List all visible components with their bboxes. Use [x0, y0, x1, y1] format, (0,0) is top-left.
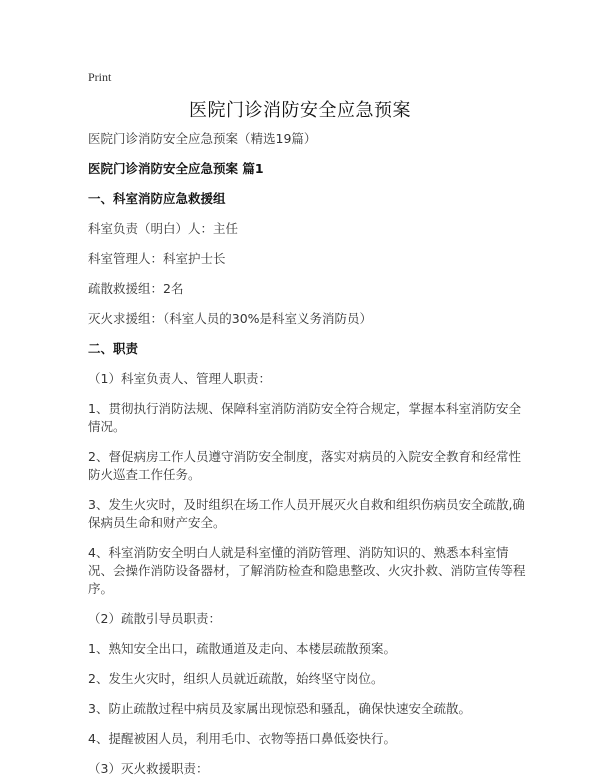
paragraph: 3、发生火灾时，及时组织在场工作人员开展灭火自救和组织伤病员安全疏散,确保病员生命和财产安全。 — [88, 497, 525, 530]
paragraph: （2）疏散引导员职责： — [88, 611, 221, 626]
paragraph: 3、防止疏散过程中病员及家属出现惊恐和骚乱，确保快速安全疏散。 — [88, 701, 471, 716]
paragraph: 4、提醒被困人员，利用毛巾、衣物等捂口鼻低姿快行。 — [88, 731, 396, 746]
paragraph: 1、熟知安全出口，疏散通道及走向、本楼层疏散预案。 — [88, 641, 396, 656]
paragraph: 2、督促病房工作人员遵守消防安全制度，落实对病员的入院安全教育和经常性防火巡查工作任务。 — [88, 449, 521, 482]
paragraph: 科室负责（明白）人：主任 — [88, 221, 239, 236]
paragraph: 疏散救援组：2名 — [88, 281, 184, 296]
paragraph: 科室管理人：科室护士长 — [88, 251, 226, 266]
section-heading: 医院门诊消防安全应急预案 篇1 — [88, 161, 264, 176]
paragraph: 医院门诊消防安全应急预案（精选19篇） — [88, 131, 317, 146]
document-body — [88, 130, 528, 778]
paragraph: 2、发生火灾时，组织人员就近疏散，始终坚守岗位。 — [88, 671, 384, 686]
page-title: 医院门诊消防安全应急预案 — [189, 100, 411, 121]
paragraph: （3）灭火救援职责： — [88, 761, 209, 776]
paragraph: 1、贯彻执行消防法规、保障科室消防消防安全符合规定，掌握本科室消防安全情况。 — [88, 401, 521, 434]
paragraph: 4、科室消防安全明白人就是科室懂的消防管理、消防知识的、熟悉本科室情况、会操作消防设备器材，了解消防检查和隐患整改、火灾扑救、消防宣传等程序。 — [88, 545, 526, 596]
print-label[interactable]: Print — [88, 70, 112, 84]
section-heading: 二、职责 — [88, 341, 139, 356]
paragraph: 灭火求援组：（科室人员的30%是科室义务消防员） — [88, 311, 373, 326]
section-heading: 一、科室消防应急救援组 — [88, 191, 226, 206]
paragraph: （1）科室负责人、管理人职责： — [88, 371, 271, 386]
